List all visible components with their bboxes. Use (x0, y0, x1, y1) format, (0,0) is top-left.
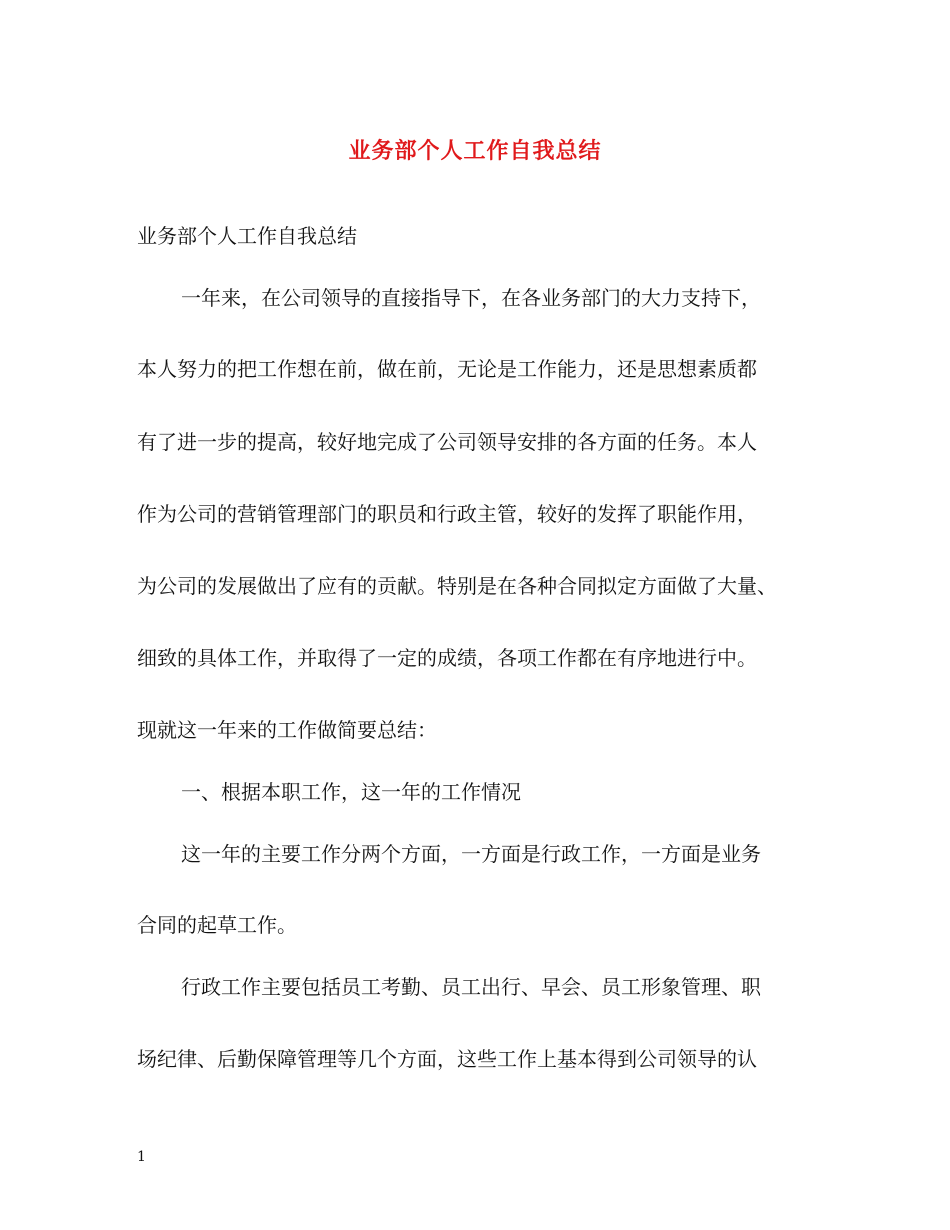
paragraph-line: 细致的具体工作，并取得了一定的成绩，各项工作都在有序地进行中。 (137, 646, 757, 670)
paragraph-line: 合同的起草工作。 (137, 913, 297, 937)
paragraph-line: 这一年的主要工作分两个方面，一方面是行政工作，一方面是业务 (181, 842, 761, 866)
paragraph-line: 行政工作主要包括员工考勤、员工出行、早会、员工形象管理、职 (181, 975, 761, 999)
paragraph-line: 场纪律、后勤保障管理等几个方面，这些工作上基本得到公司领导的认 (137, 1047, 757, 1071)
paragraph-line: 现就这一年来的工作做简要总结： (137, 718, 437, 742)
subtitle-line: 业务部个人工作自我总结 (137, 224, 357, 248)
paragraph-line: 为公司的发展做出了应有的贡献。特别是在各种合同拟定方面做了大量、 (137, 574, 777, 598)
section-heading: 一、根据本职工作，这一年的工作情况 (181, 780, 521, 804)
paragraph-line: 本人努力的把工作想在前，做在前，无论是工作能力，还是思想素质都 (137, 357, 757, 381)
paragraph-line: 一年来，在公司领导的直接指导下，在各业务部门的大力支持下， (181, 286, 761, 310)
document-title: 业务部个人工作自我总结 (348, 138, 602, 164)
paragraph-line: 有了进一步的提高，较好地完成了公司领导安排的各方面的任务。本人 (137, 430, 757, 454)
paragraph-line: 作为公司的营销管理部门的职员和行政主管，较好的发挥了职能作用， (137, 502, 757, 526)
page-number: 1 (137, 1149, 146, 1165)
